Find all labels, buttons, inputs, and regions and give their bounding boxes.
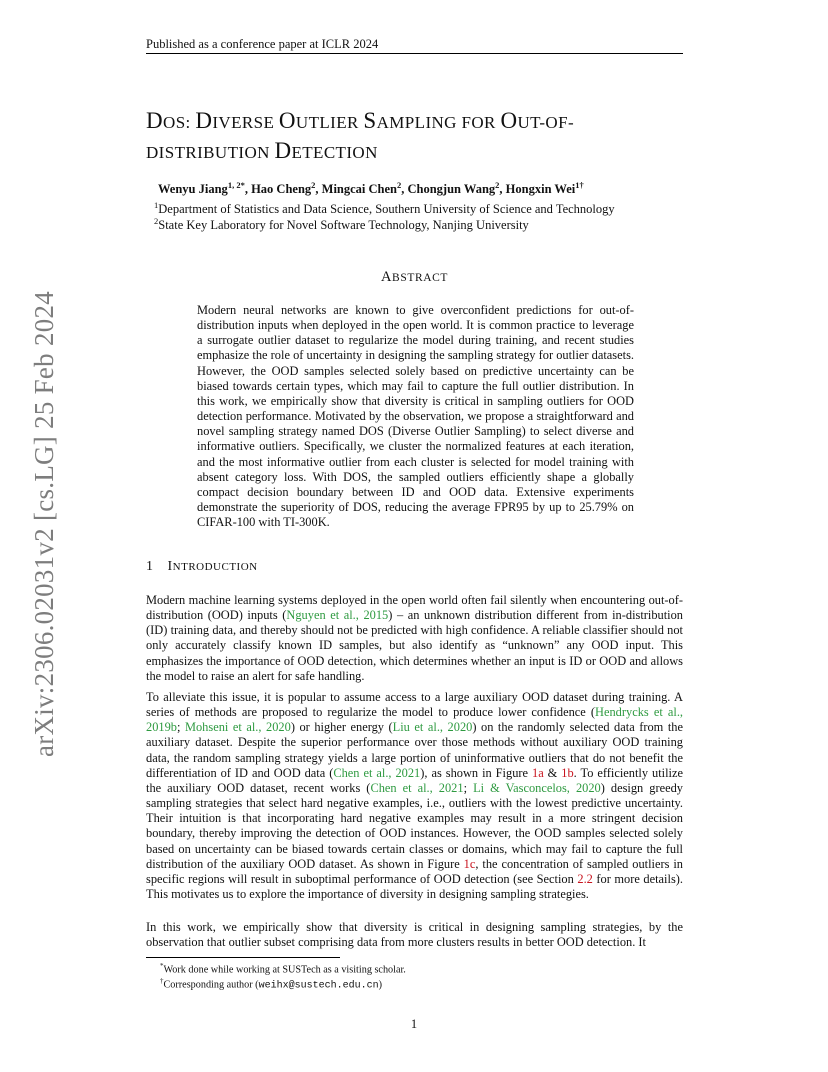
author-name: Hao Cheng <box>251 182 312 197</box>
citation-link[interactable]: Mohseni et al., 2020 <box>184 720 291 735</box>
citation-link[interactable]: Li & Vasconcelos, 2020 <box>473 780 601 795</box>
author-mark: 1, 2* <box>227 180 245 190</box>
author-name: Hongxin Wei <box>505 182 576 197</box>
citation-link[interactable]: Hendrycks et al., 2019b <box>146 705 684 735</box>
section-ref-link[interactable]: 2.2 <box>577 871 593 886</box>
section-heading-introduction: 1 INTRODUCTION <box>146 559 258 574</box>
intro-paragraph-1: Modern machine learning systems deployed in the open world often fail silently when encountering out-of-distribution (OOD) inputs (Nguyen et al., 2015) – an unknown distribution different from in-distribution (ID) training data, and thereby should not be predicted with high confidence. A reliable classifier should not only accurately classify known ID samples, but also identify as “unknown” any OOD input. This emphasizes the importance of OOD detection, which determines whether an input is ID or OOD and allows the model to raise an alert for safe handling. <box>146 593 684 683</box>
citation-link[interactable]: Liu et al., 2020 <box>392 720 473 735</box>
author-list: Wenyu Jiang$^{1, 2*}$, Hao Cheng$^2$, Mingcai Chen$^2$, Chongjun Wang$^2$, Hongxin Wei$^{1\dagger}$ <box>158 180 584 197</box>
citation-link[interactable]: Chen et al., 2021 <box>333 765 421 780</box>
abstract-heading: ABSTRACT <box>380 269 449 285</box>
author-name: Chongjun Wang <box>407 182 496 197</box>
author-email: weihx@sustech.edu.cn <box>258 980 379 992</box>
arxiv-identifier-text: arXiv:2306.02031v2 [cs.LG] 25 Feb 2024 <box>29 289 59 757</box>
footnote-visiting-scholar: *Work done while working at SUSTech as a visiting scholar. <box>160 962 406 976</box>
affiliation-2: $^2$State Key Laboratory for Novel Software Technology, Nanjing University <box>154 216 529 233</box>
citation-link[interactable]: Chen et al., 2021 <box>370 780 464 795</box>
author-mark: 2 <box>397 180 402 190</box>
arxiv-identifier-stamp <box>8 287 66 761</box>
abstract-text: Modern neural networks are known to give overconfident predictions for out-of-distribution inputs when deployed in the open world. It is common practice to leverage a surrogate outlier dataset to regularize the model during training, and recent studies emphasize the role of uncertainty in designing the sampling strategy for outlier datasets. However, the OOD samples selected solely based on predictive uncertainty can be biased towards certain types, which may fail to capture the full outlier distribution. In this work, we empirically show that diversity is critical in sampling outliers for OOD detection performance. Motivated by the observation, we propose a straightforward and novel sampling strategy named DOS (Diverse Outlier Sampling) to select diverse and informative outliers. Specifically, we cluster the normalized features at each iteration, and the most informative outlier from each cluster is selected for model training with absent category loss. With DOS, the sampled outliers efficiently shape a globally compact decision boundary between ID and OOD data. Extensive experiments demonstrate the superiority of DOS, reducing the average FPR95 by up to 25.79% on CIFAR-100 with TI-300K. <box>197 303 634 530</box>
paper-title: DOS: DIVERSE OUTLIER SAMPLING FOR OUT-OF- DISTRIBUTION DETECTION <box>146 108 575 163</box>
author-mark: 2 <box>495 180 500 190</box>
author-mark: 2 <box>311 180 316 190</box>
running-head: Published as a conference paper at ICLR 2024 <box>146 37 379 51</box>
section-number: 1 <box>146 559 154 574</box>
page-number: 1 <box>410 1017 418 1031</box>
author-name: Wenyu Jiang <box>158 182 228 197</box>
intro-paragraph-2: To alleviate this issue, it is popular to assume access to a large auxiliary OOD dataset during training. A series of methods are proposed to regularize the model to produce lower confidence (Hendrycks et al., 2019b; Mohseni et al., 2020) or higher energy (Liu et al., 2020) on the randomly selected data from the auxiliary dataset. Despite the superior performance over those methods without auxiliary OOD training data, the random sampling strategy yields a large portion of uninformative outliers that do not benefit the differentiation of ID and OOD data (Chen et al., 2021), as shown in Figure 1a & 1b. To efficiently utilize the auxiliary OOD dataset, recent works (Chen et al., 2021; Li & Vasconcelos, 2020) design greedy sampling strategies that select hard negative examples, i.e., outliers with the lowest predictive uncertainty. Their intuition is that incorporating hard negative examples may result in a more stringent decision boundary, thereby improving the detection of OOD instances. However, the OOD samples selected solely based on uncertainty can be biased towards certain classes or domains, which may fail to capture the full distribution of the auxiliary OOD dataset. As shown in Figure 1c, the concentration of sampled outliers in specific regions will result in suboptimal performance of OOD detection (see Section 2.2 for more details). This motivates us to explore the importance of diversity in designing sampling strategies. <box>146 690 684 902</box>
footnote-corresponding-author: †Corresponding author (weihx@sustech.edu.cn) <box>160 977 383 992</box>
figure-ref-link[interactable]: 1c <box>463 856 476 871</box>
intro-paragraph-3: In this work, we empirically show that diversity is critical in designing sampling strategies, by the observation that outlier subset comprising data from more clusters results in better OOD detection. It <box>146 920 683 950</box>
author-name: Mingcai Chen <box>321 182 397 197</box>
figure-ref-link[interactable]: 1b <box>561 765 574 780</box>
citation-link[interactable]: Nguyen et al., 2015 <box>286 608 389 623</box>
affiliation-1: $^1$Department of Statistics and Data Science, Southern University of Science and Technology <box>154 200 615 217</box>
figure-ref-link[interactable]: 1a <box>532 765 544 780</box>
author-mark: 1† <box>575 180 584 190</box>
header-rule <box>146 53 683 54</box>
footnote-rule <box>146 957 340 958</box>
